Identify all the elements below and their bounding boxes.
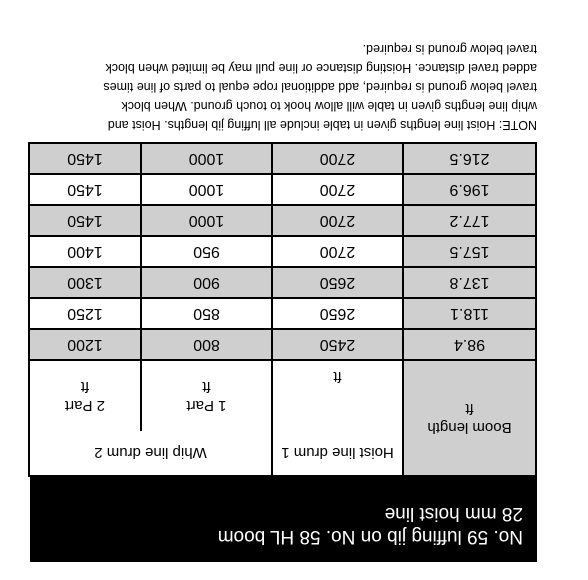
- boom-length-unit: ft: [465, 400, 474, 417]
- whip-line-header: [29, 431, 272, 476]
- hoist-line-cell: 2650: [272, 298, 403, 329]
- table-header-row-1: [29, 431, 536, 476]
- table-note: [30, 39, 537, 134]
- whip-2part-cell: 1450: [29, 143, 141, 174]
- whip-2part-cell: 1200: [29, 329, 141, 360]
- hoist-line-cell: 2700: [272, 143, 403, 174]
- boom-length-header: [403, 360, 536, 476]
- whip-2part-header: [29, 360, 141, 431]
- boom-length-label: Boom length: [427, 419, 512, 436]
- hoist-line-cell: 2700: [272, 205, 403, 236]
- note-line: NOTE: Hoist line lengths given in table include all luffing jib lengths. Hoist and: [107, 118, 537, 132]
- whip-2part-cell: 1450: [29, 174, 141, 205]
- whip-1part-unit: ft: [202, 378, 211, 395]
- whip-line-label: Whip line drum 2: [94, 444, 207, 462]
- whip-2part-cell: 1400: [29, 236, 141, 267]
- boom-length-cell: 98.4: [403, 329, 536, 360]
- note-line: whip line lengths given in table will allow hook to touch ground. When block: [121, 99, 537, 113]
- title-line-1: No. 59 luffing jib on No. 58 HL boom: [217, 526, 523, 547]
- whip-1part-cell: 950: [141, 236, 272, 267]
- note-line: travel below ground is required, add additional rope equal to parts of line times: [103, 80, 537, 94]
- boom-length-cell: 157.5: [403, 236, 536, 267]
- hoist-line-cell: 2700: [272, 174, 403, 205]
- whip-2part-label: 2 Part: [64, 397, 106, 414]
- whip-1part-cell: 850: [141, 298, 272, 329]
- whip-1part-cell: 1000: [141, 174, 272, 205]
- whip-2part-unit: ft: [80, 378, 90, 395]
- whip-1part-cell: 1000: [141, 143, 272, 174]
- whip-1part-cell: 900: [141, 267, 272, 298]
- title-bar: [30, 477, 537, 562]
- whip-2part-cell: 1300: [29, 267, 141, 298]
- hoist-line-label: Hoist line drum 1: [281, 444, 394, 462]
- whip-2part-cell: 1450: [29, 205, 141, 236]
- table-row: [29, 329, 536, 360]
- boom-length-cell: 216.5: [403, 143, 536, 174]
- hoist-line-unit-cell: [272, 360, 403, 431]
- table-row: [29, 236, 536, 267]
- boom-length-cell: 118.1: [403, 298, 536, 329]
- hoist-line-cell: 2450: [272, 329, 403, 360]
- rope-length-table: [28, 142, 537, 477]
- whip-1part-cell: 1000: [141, 205, 272, 236]
- boom-length-cell: 177.2: [403, 205, 536, 236]
- whip-1part-label: 1 Part: [186, 397, 227, 414]
- hoist-line-header: [272, 431, 403, 476]
- table-row: [29, 298, 536, 329]
- boom-length-cell: 196.9: [403, 174, 536, 205]
- table-row: [29, 205, 536, 236]
- whip-2part-cell: 1250: [29, 298, 141, 329]
- boom-length-cell: 137.8: [403, 267, 536, 298]
- whip-1part-cell: 800: [141, 329, 272, 360]
- note-line: travel below ground is required.: [362, 42, 537, 56]
- note-line: added travel distance. Hoisting distance or line pull may be limited when block: [105, 61, 537, 75]
- table-row: [29, 174, 536, 205]
- table-row: [29, 267, 536, 298]
- table-row: [29, 143, 536, 174]
- title-line-2: 28 mm hoist line: [384, 503, 523, 524]
- hoist-line-cell: 2700: [272, 236, 403, 267]
- whip-1part-header: [141, 360, 272, 431]
- hoist-line-unit: ft: [333, 368, 342, 386]
- hoist-line-cell: 2650: [272, 267, 403, 298]
